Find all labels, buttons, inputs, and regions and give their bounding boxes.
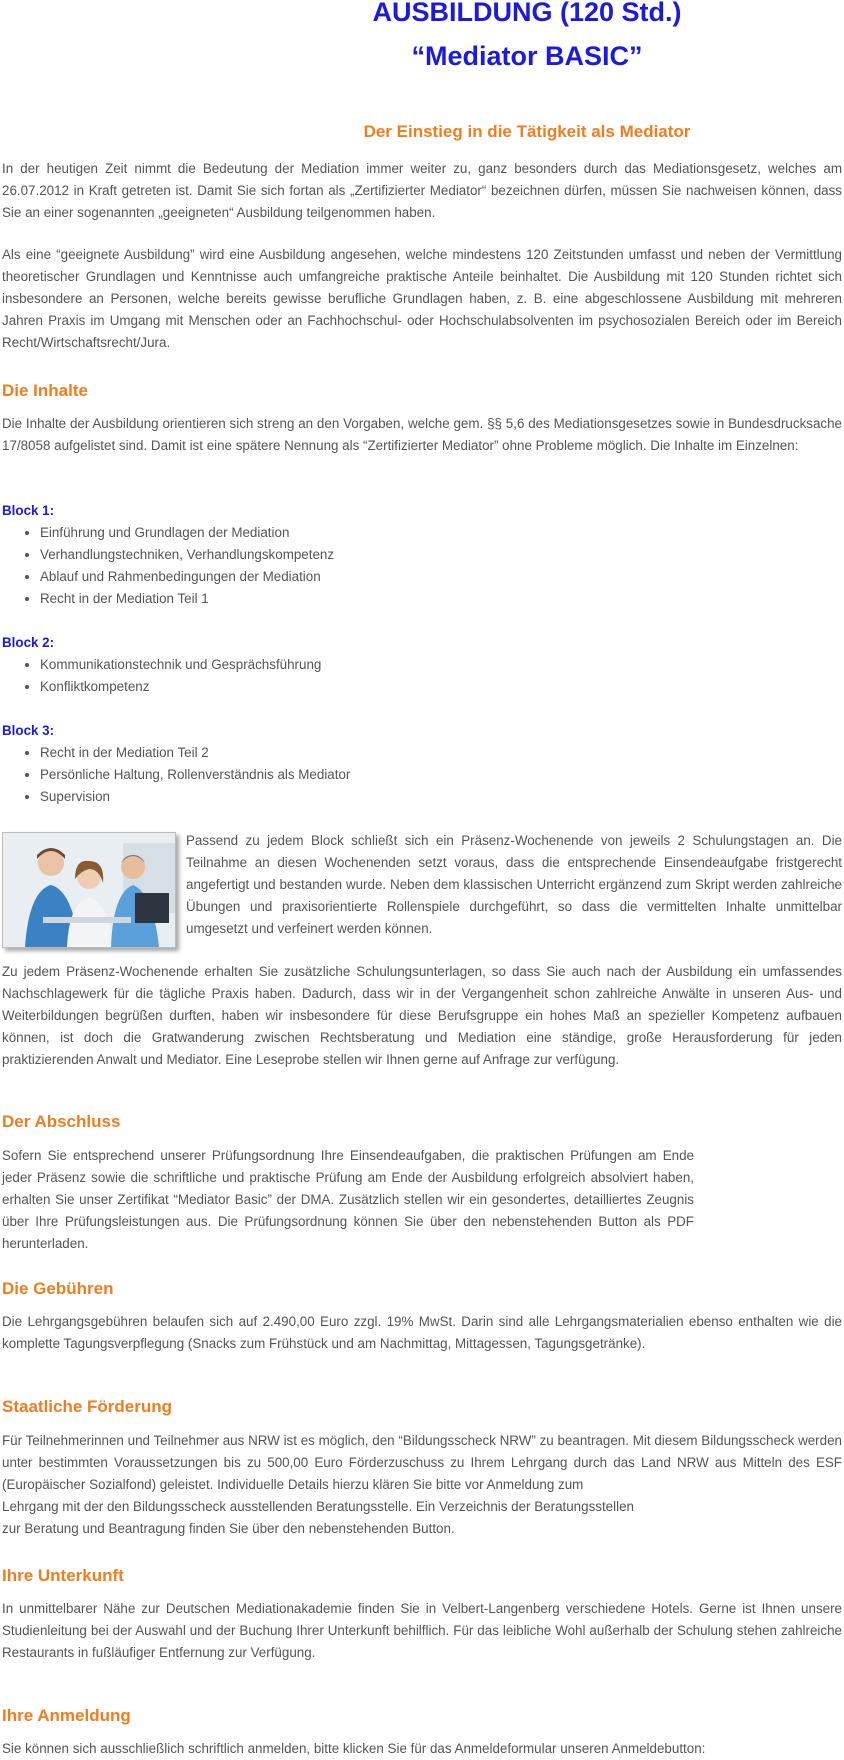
- block-label: Block 1:: [2, 503, 55, 518]
- foerderung-text-line1: Für Teilnehmerinnen und Teilnehmer aus NRW ist es möglich, den “Bildungsscheck NRW” zu beantragen. Mit diesem Bildungsscheck werden unter bestimmten Voraussetzungen bis zu 500,00 Euro Förderzuschuss zu Ihrem Lehrgang durch das Land NRW aus Mitteln des ESF (Europäischer Sozialfond) geleistet. Individuelle Details hierzu klären Sie bitte vor Anmeldung zum: [2, 1433, 842, 1492]
- list-item: • Recht in der Mediation Teil 1: [40, 588, 842, 610]
- page-subtitle: Der Einstieg in die Tätigkeit als Mediator: [363, 122, 691, 141]
- list-item: • Recht in der Mediation Teil 2: [40, 742, 842, 764]
- page-title-line2: “Mediator BASIC”: [411, 41, 643, 71]
- section-heading-gebuehren: Die Gebühren: [2, 1279, 114, 1298]
- section-heading-anmeldung: Ihre Anmeldung: [2, 1706, 131, 1725]
- block-1-list: [2, 522, 842, 610]
- block-2-list: [2, 654, 842, 698]
- list-item: • Supervision: [40, 786, 842, 808]
- abschluss-text: Sofern Sie entsprechend unserer Prüfungsordnung Ihre Einsendeaufgaben, die praktischen Prüfungen am Ende jeder Präsenz sowie die schriftliche und praktische Prüfung am Ende der Ausbildung erfolgreich absolviert haben, erhalten Sie unser Zertifikat “Mediator Basic” der DMA. Zusätzlich stellen wir ein gesondertes, detailliertes Zeugnis über Ihre Prüfungsleistungen aus. Die Prüfungsordnung können Sie über den nebenstehenden Button als PDF herunterladen.: [2, 1148, 694, 1251]
- section-heading-abschluss: Der Abschluss: [2, 1112, 121, 1131]
- block-3-list: [2, 742, 842, 808]
- page-title-line1: AUSBILDUNG (120 Std.): [372, 0, 682, 27]
- section-heading-unterkunft: Ihre Unterkunft: [2, 1566, 124, 1585]
- anmeldung-text: Sie können sich ausschließlich schriftlich anmelden, bitte klicken Sie für das Anmeldeformular unseren Anmeldebutton:: [2, 1741, 706, 1756]
- block-3: [2, 720, 842, 808]
- block-label: Block 2:: [2, 635, 55, 650]
- list-item: • Persönliche Haltung, Rollenverständnis als Mediator: [40, 764, 842, 786]
- section-heading-foerderung: Staatliche Förderung: [2, 1397, 173, 1416]
- section-heading-inhalte: Die Inhalte: [2, 381, 88, 400]
- list-item: • Konfliktkompetenz: [40, 676, 842, 698]
- team-photo-icon: [2, 832, 176, 948]
- wochenende-text: Passend zu jedem Block schließt sich ein Präsenz-Wochenende von jeweils 2 Schulungstagen an. Die Teilnahme an diesen Wochenenden setzt voraus, dass die entsprechende Einsendeaufgabe fristgerecht angefertigt und bestanden wurde. Neben dem klassischen Unterricht ergänzend zum Skript werden zahlreiche Übungen und praxisorientierte Rollenspiele durchgeführt, so dass die vermittelten Inhalte unmittelbar umgesetzt und verfeinert werden können.: [186, 833, 842, 936]
- foerderung-text-line3: zur Beratung und Beantragung finden Sie über den nebenstehenden Button.: [2, 1521, 455, 1536]
- unterkunft-text: In unmittelbarer Nähe zur Deutschen Mediationakademie finden Sie in Velbert-Langenberg verschiedene Hotels. Gerne ist Ihnen unsere Studienleitung bei der Auswahl und der Buchung Ihrer Unterkunft behilflich. Für das leibliche Wohl außerhalb der Schulung stehen zahlreiche Restaurants in fußläufiger Entfernung zur Verfügung.: [2, 1601, 842, 1660]
- list-item: • Einführung und Grundlagen der Mediation: [40, 522, 842, 544]
- list-item: • Ablauf und Rahmenbedingungen der Mediation: [40, 566, 842, 588]
- intro-paragraph-2: Als eine “geeignete Ausbildung” wird eine Ausbildung angesehen, welche mindestens 120 Zeitstunden umfasst und neben der Vermittlung theoretischer Grundlagen und Kenntnisse auch umfangreiche praktische Anteile beinhaltet. Die Ausbildung mit 120 Stunden richtet sich insbesondere an Personen, welche bereits gewisse berufliche Grundlagen haben, z. B. eine abgeschlossene Ausbildung mit mehreren Jahren Praxis im Umgang mit Menschen oder an Fachhochschul- oder Hochschulabsolventen im psychosozialen Bereich oder im Bereich Recht/Wirtschaftsrecht/Jura.: [2, 247, 842, 350]
- unterlagen-text: Zu jedem Präsenz-Wochenende erhalten Sie zusätzliche Schulungsunterlagen, so dass Sie auch nach der Ausbildung ein umfassendes Nachschlagewerk für die tägliche Praxis haben. Dadurch, dass wir in der Vergangenheit schon zahlreiche Anwälte in unseren Aus- und Weiterbildungen begrüßen durften, haben wir insbesondere für diese Berufsgruppe ein hohes Maß an spezieller Kompetenz aufbauen können, ist doch die Gratwanderung zwischen Rechtsberatung und Mediation eine ständige, große Herausforderung für jeden praktizierenden Anwalt und Mediator. Eine Leseprobe stellen wir Ihnen gerne auf Anfrage zur verfügung.: [2, 964, 842, 1067]
- list-item: • Verhandlungstechniken, Verhandlungskompetenz: [40, 544, 842, 566]
- inhalte-text: Die Inhalte der Ausbildung orientieren sich streng an den Vorgaben, welche gem. §§ 5,6 des Mediationsgesetzes sowie in Bundesdrucksache 17/8058 aufgelistet sind. Damit ist eine spätere Nennung als “Zertifizierter Mediator” ohne Probleme möglich. Die Inhalte im Einzelnen:: [2, 416, 842, 453]
- block-label: Block 3:: [2, 723, 55, 738]
- foerderung-text: [2, 1430, 842, 1540]
- gebuehren-text: Die Lehrgangsgebühren belaufen sich auf 2.490,00 Euro zzgl. 19% MwSt. Darin sind alle Lehrgangsmaterialien ebenso enthalten wie die komplette Tagungsverpflegung (Snacks zum Frühstück und am Nachmittag, Mittagessen, Tagungsgetränke).: [2, 1314, 842, 1351]
- list-item: • Kommunikationstechnik und Gesprächsführung: [40, 654, 842, 676]
- block-1: [2, 500, 842, 610]
- block-2: [2, 632, 842, 698]
- foerderung-text-line2: Lehrgang mit der den Bildungsscheck ausstellenden Beratungsstelle. Ein Verzeichnis der Beratungsstellen: [2, 1499, 634, 1514]
- intro-paragraph-1: In der heutigen Zeit nimmt die Bedeutung der Mediation immer weiter zu, ganz besonders durch das Mediationsgesetz, welches am 26.07.2012 in Kraft getreten ist. Damit Sie sich fortan als „Zertifizierter Mediator“ bezeichnen dürfen, müssen Sie nachweisen können, dass Sie an einer sogenannten „geeigneten“ Ausbildung teilgenommen haben.: [2, 161, 842, 220]
